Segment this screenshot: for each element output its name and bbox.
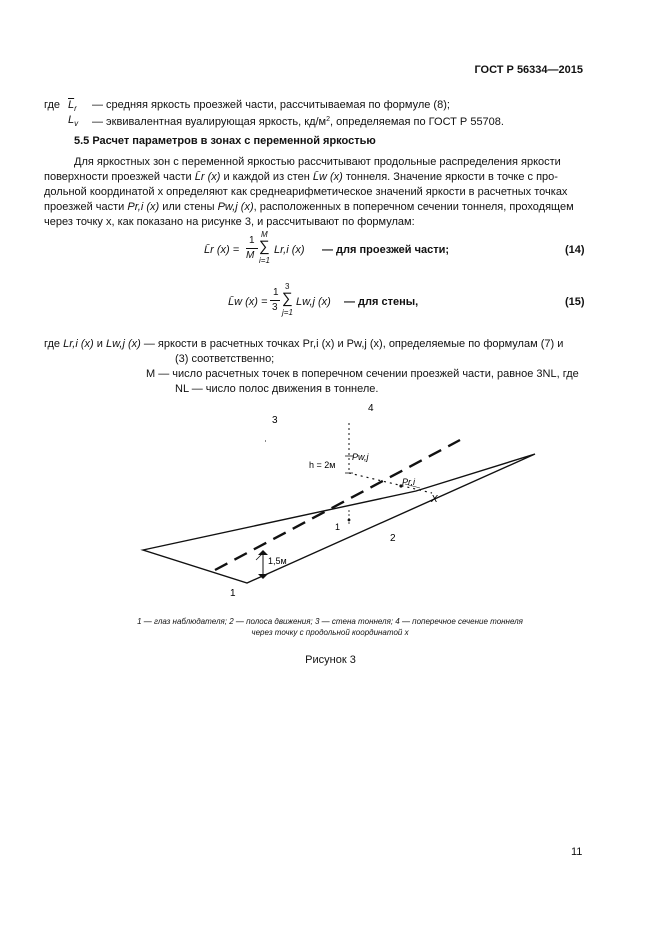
- label-4: 4: [368, 403, 374, 414]
- defs-bottom-line-3: M — число расчетных точек в поперечном сечении проезжей части, равное 3NL, где: [146, 368, 579, 380]
- defs-bottom-line-2: (3) соответственно;: [175, 353, 275, 365]
- paragraph-line-4: проезжей части Pr,i (x) или стены Pw,j (x), расположенных в поперечном сечении тоннеля, проходящем: [44, 201, 574, 213]
- paragraph-line-3: дольной координатой x определяют как среднеарифметическое значений яркости в расчетных точках: [44, 186, 568, 198]
- defs-top-where: где: [44, 99, 61, 111]
- label-pr: Pr,i: [402, 477, 416, 487]
- label-eye-height: 1,5м: [268, 556, 287, 566]
- formula-14: L̄r (x) = 1 M M ∑ i=1 Lr,i (x) — для проезжей части;: [204, 230, 450, 265]
- body-paragraph: [44, 155, 584, 230]
- defs-bottom-line-1: где Lr,i (x) и Lw,j (x) — яркости в расчетных точках Pr,i (x) и Pw,j (x), определяемые по формулам (7) и: [44, 338, 564, 350]
- figure-caption-line-1: 1 — глаз наблюдателя; 2 — полоса движения; 3 — стена тоннеля; 4 — поперечное сечение тоннеля: [137, 617, 523, 626]
- paragraph-line-5: через точку x, как показано на рисунке 3, и рассчитывают по формулам:: [44, 216, 415, 228]
- label-pw: Pw,j: [352, 452, 369, 462]
- label-2: 2: [390, 533, 396, 544]
- formula-14-number: (14): [565, 244, 585, 256]
- formula-15: L̄w (x) = 1 3 3 ∑ j=1 Lw,j (x) — для стены,: [228, 282, 419, 317]
- paragraph-line-2: поверхности проезжей части L̄r (x) и каждой из стен L̄w (x) тоннеля. Значение яркости в точке с про-: [44, 171, 558, 183]
- formula-15-number: (15): [565, 296, 585, 308]
- standard-header: ГОСТ Р 56334—2015: [474, 64, 583, 76]
- label-height-wall: h = 2м: [309, 460, 336, 470]
- lr-symbol: $\overline{L}_r$: [68, 99, 77, 113]
- label-x: X: [431, 494, 438, 505]
- road-plane: [143, 454, 535, 583]
- label-1: 1: [230, 588, 236, 599]
- defs-bottom-line-4: NL — число полос движения в тоннеле.: [175, 383, 379, 395]
- page-number: 11: [571, 846, 583, 858]
- lane-centerline: [215, 440, 460, 570]
- paragraph-line-1: Для яркостных зон с переменной яркостью рассчитывают продольные распределения яркости: [74, 156, 561, 168]
- section-title: 5.5 Расчет параметров в зонах с переменной яркостью: [74, 135, 376, 147]
- lr-definition: — средняя яркость проезжей части, рассчитываемая по формуле (8);: [92, 99, 450, 111]
- figure-caption-line-2: через точку с продольной координатой x: [251, 628, 409, 637]
- figure-title: Рисунок 3: [305, 654, 356, 666]
- lv-definition: — эквивалентная вуалирующая яркость, $кд/м^2$, определяемая по ГОСТ Р 55708.: [92, 116, 504, 128]
- label-one: 1: [335, 522, 341, 532]
- tunnel-figure: [0, 398, 661, 608]
- lv-symbol: $L_v$: [68, 114, 79, 128]
- label-3: 3: [272, 415, 278, 426]
